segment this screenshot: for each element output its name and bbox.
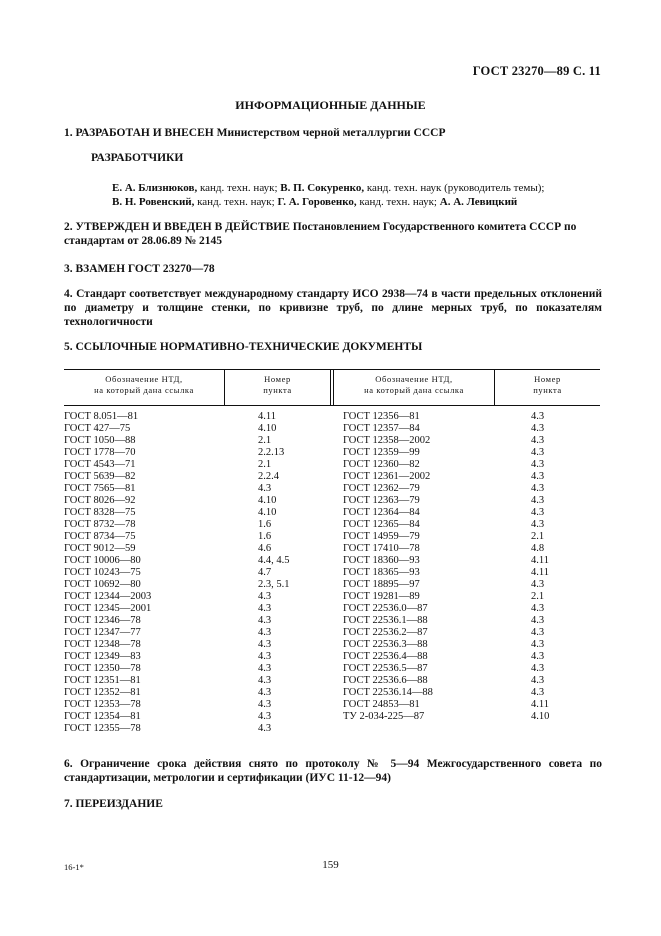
ntd-designation: ГОСТ 427—75: [64, 423, 131, 434]
section-number: 1.: [64, 127, 73, 139]
developer-name: В. П. Сокуренко,: [280, 182, 365, 194]
section-2: [64, 220, 602, 248]
table-row: [64, 639, 600, 651]
developer-name: Е. А. Близнюков,: [112, 182, 198, 194]
developer-degree: канд. техн. наук;: [197, 182, 281, 194]
ntd-designation: ГОСТ 22536.2—87: [343, 627, 428, 638]
item-number: 4.3: [531, 507, 545, 518]
section-heading: ВЗАМЕН ГОСТ 23270—78: [75, 263, 215, 275]
ntd-designation: ГОСТ 10692—80: [64, 579, 141, 590]
developer-degree: канд. техн. наук (руководитель темы);: [364, 182, 545, 194]
item-number: 4.3: [258, 663, 272, 674]
item-number: 4.3: [531, 459, 545, 470]
item-number: 4.10: [258, 507, 277, 518]
page-title: ИНФОРМАЦИОННЫЕ ДАННЫЕ: [235, 98, 426, 112]
table-row: [64, 519, 600, 531]
item-number: 4.3: [258, 591, 272, 602]
ntd-designation: ГОСТ 22536.3—88: [343, 639, 428, 650]
table-row: [64, 591, 600, 603]
section-5: [64, 340, 602, 354]
section-number: 4.: [64, 288, 73, 300]
ntd-designation: ГОСТ 22536.14—88: [343, 687, 433, 698]
item-number: 4.3: [531, 663, 545, 674]
ntd-designation: ГОСТ 17410—78: [343, 543, 420, 554]
developer-name: В. Н. Ровенский,: [112, 196, 195, 208]
item-number: 4.3: [531, 519, 545, 530]
item-number: 4.3: [258, 639, 272, 650]
table-row: [64, 411, 600, 423]
column-header-item: [225, 374, 330, 396]
header-line: на который дана ссылка: [364, 385, 464, 395]
item-number: 2.2.4: [258, 471, 279, 482]
ntd-designation: ТУ 2-034-225—87: [343, 711, 425, 722]
ntd-designation: ГОСТ 12346—78: [64, 615, 141, 626]
developers-heading: РАЗРАБОТЧИКИ: [91, 152, 184, 164]
ntd-designation: ГОСТ 12348—78: [64, 639, 141, 650]
item-number: 2.1: [258, 459, 272, 470]
ntd-designation: ГОСТ 12356—81: [343, 411, 420, 422]
ntd-designation: ГОСТ 12355—78: [64, 723, 141, 734]
ntd-designation: ГОСТ 4543—71: [64, 459, 136, 470]
section-4: [64, 287, 602, 329]
developer-name: А. А. Левицкий: [439, 196, 518, 208]
table-row: [64, 435, 600, 447]
table-row: [64, 579, 600, 591]
item-number: 4.3: [258, 603, 272, 614]
section-number: 7.: [64, 798, 73, 810]
header-line: пункта: [263, 385, 292, 395]
ntd-designation: ГОСТ 12363—79: [343, 495, 420, 506]
item-number: 4.3: [531, 687, 545, 698]
ntd-designation: ГОСТ 18365—93: [343, 567, 420, 578]
item-number: 4.3: [531, 651, 545, 662]
table-row: [64, 603, 600, 615]
column-header-designation: [64, 374, 224, 396]
item-number: 4.11: [531, 555, 549, 566]
ntd-designation: ГОСТ 12359—99: [343, 447, 420, 458]
item-number: 4.3: [531, 495, 545, 506]
table-row: [64, 723, 600, 735]
ntd-designation: ГОСТ 12354—81: [64, 711, 141, 722]
item-number: 4.3: [531, 423, 545, 434]
developer-name: Г. А. Горовенко,: [277, 196, 357, 208]
ntd-designation: ГОСТ 12347—77: [64, 627, 141, 638]
ntd-designation: ГОСТ 14959—79: [343, 531, 420, 542]
table-row: [64, 543, 600, 555]
developer-degree: канд. техн. наук;: [356, 196, 440, 208]
section-text: Министерством черной металлургии СССР: [213, 127, 446, 139]
developer-degree: канд. техн. наук;: [194, 196, 278, 208]
section-3: [64, 262, 602, 276]
section-7: [64, 797, 602, 811]
document-reference: ГОСТ 23270—89 С. 11: [472, 64, 601, 78]
table-row: [64, 471, 600, 483]
table-row: [64, 555, 600, 567]
page-number: 159: [322, 859, 339, 871]
ntd-designation: ГОСТ 10006—80: [64, 555, 141, 566]
table-row: [64, 423, 600, 435]
item-number: 4.3: [531, 447, 545, 458]
header-line: Обозначение НТД,: [375, 374, 453, 384]
section-1: [64, 126, 602, 140]
ntd-designation: ГОСТ 24853—81: [343, 699, 420, 710]
developers-list: [112, 181, 602, 209]
table-row: [64, 627, 600, 639]
item-number: 4.3: [531, 627, 545, 638]
ntd-designation: ГОСТ 22536.6—88: [343, 675, 428, 686]
table-row: [64, 507, 600, 519]
table-header: [64, 369, 600, 406]
ntd-designation: ГОСТ 12351—81: [64, 675, 141, 686]
item-number: 4.3: [258, 483, 272, 494]
section-heading: ССЫЛОЧНЫЕ НОРМАТИВНО-ТЕХНИЧЕСКИЕ ДОКУМЕНТЫ: [75, 341, 423, 353]
item-number: 4.4, 4.5: [258, 555, 290, 566]
ntd-designation: ГОСТ 1778—70: [64, 447, 136, 458]
ntd-designation: ГОСТ 9012—59: [64, 543, 136, 554]
table-row: [64, 567, 600, 579]
item-number: 4.3: [258, 675, 272, 686]
item-number: 4.3: [258, 615, 272, 626]
item-number: 4.3: [531, 603, 545, 614]
item-number: 2.1: [531, 531, 545, 542]
item-number: 4.3: [531, 639, 545, 650]
table-row: [64, 483, 600, 495]
ntd-designation: ГОСТ 12361—2002: [343, 471, 431, 482]
ntd-designation: ГОСТ 12358—2002: [343, 435, 431, 446]
item-number: 2.2.13: [258, 447, 285, 458]
item-number: 4.3: [531, 435, 545, 446]
ntd-designation: ГОСТ 5639—82: [64, 471, 136, 482]
table-body: [64, 411, 600, 735]
item-number: 4.3: [258, 699, 272, 710]
item-number: 4.10: [258, 423, 277, 434]
ntd-designation: ГОСТ 7565—81: [64, 483, 136, 494]
ntd-designation: ГОСТ 12350—78: [64, 663, 141, 674]
table-row: [64, 699, 600, 711]
ntd-designation: ГОСТ 18360—93: [343, 555, 420, 566]
item-number: 4.11: [258, 411, 276, 422]
ntd-designation: ГОСТ 12353—78: [64, 699, 141, 710]
ntd-designation: ГОСТ 12345—2001: [64, 603, 152, 614]
ntd-designation: ГОСТ 22536.4—88: [343, 651, 428, 662]
header-line: Обозначение НТД,: [105, 374, 183, 384]
item-number: 1.6: [258, 519, 272, 530]
section-number: 5.: [64, 341, 73, 353]
ntd-designation: ГОСТ 22536.0—87: [343, 603, 428, 614]
references-table: [64, 369, 600, 734]
section-text: Постановлением Государственного комитета СССР по стандартам от 28.06.89 № 2145: [64, 221, 577, 247]
item-number: 4.3: [531, 675, 545, 686]
ntd-designation: ГОСТ 8.051—81: [64, 411, 139, 422]
section-6: [64, 757, 602, 785]
table-row: [64, 711, 600, 723]
item-number: 4.10: [258, 495, 277, 506]
item-number: 4.3: [258, 723, 272, 734]
item-number: 4.6: [258, 543, 272, 554]
item-number: 4.7: [258, 567, 272, 578]
section-heading: РАЗРАБОТАН И ВНЕСЕН: [75, 127, 214, 139]
ntd-designation: ГОСТ 12349—83: [64, 651, 141, 662]
ntd-designation: ГОСТ 1050—88: [64, 435, 136, 446]
ntd-designation: ГОСТ 19281—89: [343, 591, 420, 602]
item-number: 2.1: [531, 591, 545, 602]
table-row: [64, 675, 600, 687]
item-number: 4.3: [531, 471, 545, 482]
item-number: 4.3: [531, 411, 545, 422]
section-heading: УТВЕРЖДЕН И ВВЕДЕН В ДЕЙСТВИЕ: [75, 221, 290, 233]
section-text: Ограничение срока действия снято по протоколу № 5—94 Межгосударственного совета по стандартизации, метрологии и сертификации (ИУС 11-12—94): [64, 758, 603, 784]
table-row: [64, 495, 600, 507]
table-row: [64, 447, 600, 459]
item-number: 4.11: [531, 699, 549, 710]
ntd-designation: ГОСТ 8026—92: [64, 495, 136, 506]
section-text: Стандарт соответствует международному стандарту ИСО 2938—74 в части предельных отклонений по диаметру и толщине стенки, по кривизне труб, по длине мерных труб, по показателям технологичности: [64, 288, 602, 328]
table-row: [64, 615, 600, 627]
ntd-designation: ГОСТ 8734—75: [64, 531, 136, 542]
item-number: 4.3: [258, 711, 272, 722]
item-number: 1.6: [258, 531, 272, 542]
section-number: 6.: [64, 758, 73, 770]
ntd-designation: ГОСТ 12364—84: [343, 507, 420, 518]
ntd-designation: ГОСТ 22536.1—88: [343, 615, 428, 626]
header-line: на который дана ссылка: [94, 385, 194, 395]
item-number: 4.3: [258, 627, 272, 638]
header-line: Номер: [534, 374, 561, 384]
header-line: Номер: [264, 374, 291, 384]
table-row: [64, 687, 600, 699]
ntd-designation: ГОСТ 8328—75: [64, 507, 136, 518]
ntd-designation: ГОСТ 10243—75: [64, 567, 141, 578]
header-line: пункта: [533, 385, 562, 395]
ntd-designation: ГОСТ 12365—84: [343, 519, 420, 530]
ntd-designation: ГОСТ 12357—84: [343, 423, 420, 434]
ntd-designation: ГОСТ 12344—2003: [64, 591, 152, 602]
ntd-designation: ГОСТ 12360—82: [343, 459, 420, 470]
item-number: 2.3, 5.1: [258, 579, 290, 590]
table-row: [64, 459, 600, 471]
section-heading: ПЕРЕИЗДАНИЕ: [75, 798, 163, 810]
column-header-item: [495, 374, 600, 396]
section-number: 2.: [64, 221, 73, 233]
column-header-designation: [334, 374, 494, 396]
table-row: [64, 663, 600, 675]
item-number: 4.3: [531, 615, 545, 626]
item-number: 4.3: [258, 687, 272, 698]
table-row: [64, 531, 600, 543]
item-number: 4.11: [531, 567, 549, 578]
item-number: 4.3: [531, 579, 545, 590]
ntd-designation: ГОСТ 18895—97: [343, 579, 420, 590]
ntd-designation: ГОСТ 12362—79: [343, 483, 420, 494]
footer-signature: 16-1*: [64, 862, 84, 872]
item-number: 4.10: [531, 711, 550, 722]
section-number: 3.: [64, 263, 73, 275]
item-number: 2.1: [258, 435, 272, 446]
item-number: 4.8: [531, 543, 545, 554]
table-row: [64, 651, 600, 663]
ntd-designation: ГОСТ 12352—81: [64, 687, 141, 698]
ntd-designation: ГОСТ 22536.5—87: [343, 663, 428, 674]
item-number: 4.3: [258, 651, 272, 662]
item-number: 4.3: [531, 483, 545, 494]
ntd-designation: ГОСТ 8732—78: [64, 519, 136, 530]
